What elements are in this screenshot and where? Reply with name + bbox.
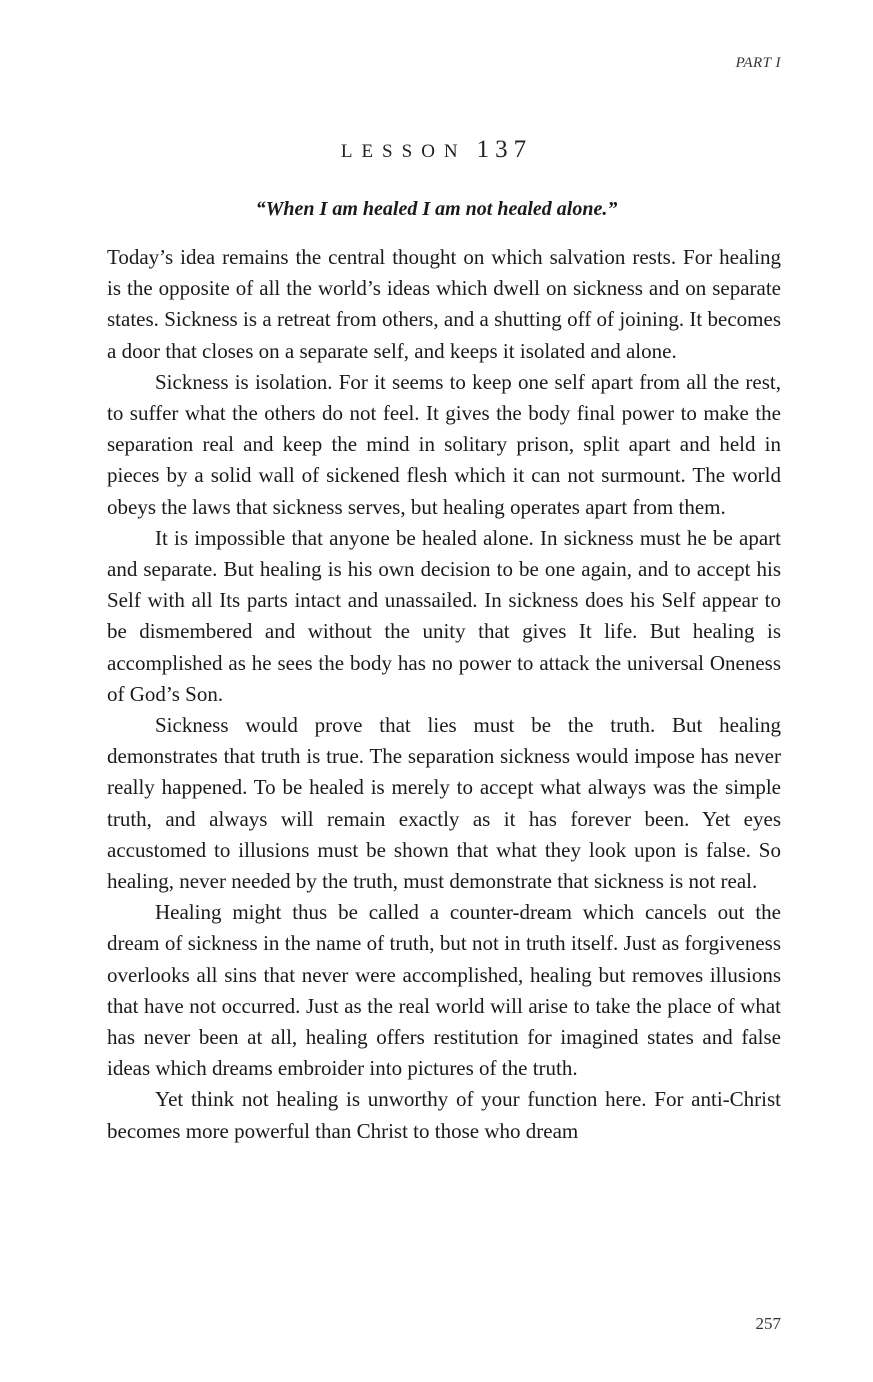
lesson-heading xyxy=(0,136,873,164)
page-number: 257 xyxy=(755,1314,781,1333)
lesson-label: LESSON xyxy=(340,141,467,162)
paragraph-4: Sickness would prove that lies must be the truth. But healing demonstrates that truth is true. The separation sickness would impose has never really happened. To be healed is merely to accept what always was the simple truth, and always will remain exactly as it has forever been. Yet eyes accustomed to illusions must be shown that what they look upon is false. So healing, never needed by the truth, must demonstrate that sickness is not real. xyxy=(107,713,781,894)
lesson-number: 137 xyxy=(476,136,533,163)
running-head: PART I xyxy=(735,55,781,71)
paragraph-5: Healing might thus be called a counter-dream which cancels out the dream of sickness in the name of truth, but not in truth itself. Just as forgiveness overlooks all sins that never were accomplished, healing but removes illusions that have not occurred. Just as the real world will arise to take the place of what has never been at all, healing offers restitution for imagined states and false ideas which dreams embroider into pictures of the truth. xyxy=(107,900,781,1081)
paragraph-1: Today’s idea remains the central thought on which salvation rests. For healing is the opposite of all the world’s ideas which dwell on sickness and on separate states. Sickness is a retreat from others, and a shutting off of joining. It becomes a door that closes on a separate self, and keeps it isolated and alone. xyxy=(107,245,781,363)
paragraph-3: It is impossible that anyone be healed alone. In sickness must he be apart and separate. But healing is his own decision to be one again, and to accept his Self with all Its parts intact and unassailed. In sickness does his Self appear to be dismembered and without the unity that gives It life. But healing is accomplished as he sees the body has no power to attack the universal Oneness of God’s Son. xyxy=(107,525,781,706)
paragraph-6: Yet think not healing is unworthy of your function here. For anti-Christ becomes more powerful than Christ to those who dream xyxy=(107,1087,781,1143)
lesson-body xyxy=(107,242,781,1147)
paragraph-2: Sickness is isolation. For it seems to keep one self apart from all the rest, to suffer what the others do not feel. It gives the body final power to make the separation real and keep the mind in solitary prison, split apart and held in pieces by a solid wall of sickened flesh which it can not surmount. The world obeys the laws that sickness serves, but healing operates apart from them. xyxy=(107,369,781,519)
lesson-title: “When I am healed I am not healed alone.” xyxy=(255,198,618,220)
